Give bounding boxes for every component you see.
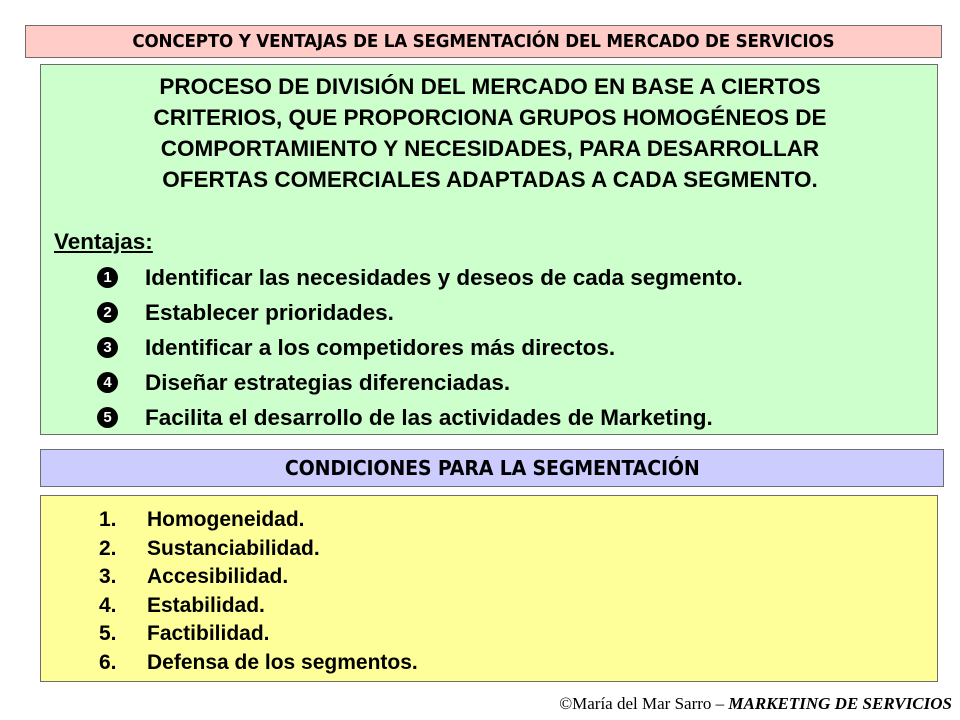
- advantage-text: Diseñar estrategias diferenciadas.: [145, 369, 511, 395]
- advantage-item: [97, 295, 743, 330]
- advantage-text: Identificar a los competidores más directos.: [145, 334, 616, 360]
- footer-copyright: ©María del Mar Sarro –: [559, 694, 729, 713]
- conditions-title-bar: [40, 449, 944, 487]
- condition-text: Homogeneidad.: [147, 508, 305, 532]
- advantage-item: [97, 400, 743, 435]
- number-circle-icon: 2: [97, 302, 118, 323]
- ventajas-label: Ventajas:: [54, 229, 153, 254]
- footer-credit: [559, 694, 952, 714]
- advantage-text: Identificar las necesidades y deseos de cada segmento.: [145, 264, 743, 290]
- condition-item: [99, 506, 418, 535]
- concept-line: CRITERIOS, QUE PROPORCIONA GRUPOS HOMOGÉNEOS DE: [153, 105, 827, 130]
- concept-box: [40, 64, 938, 435]
- condition-text: Sustanciabilidad.: [147, 536, 320, 560]
- condition-text: Factibilidad.: [147, 622, 270, 646]
- concept-line: COMPORTAMIENTO Y NECESIDADES, PARA DESARROLLAR: [160, 136, 820, 161]
- condition-item: [99, 620, 418, 649]
- condition-text: Defensa de los segmentos.: [147, 650, 418, 674]
- conditions-box: [40, 495, 938, 682]
- condition-text: Accesibilidad.: [147, 565, 289, 589]
- condition-item: [99, 563, 418, 592]
- advantage-item: [97, 365, 743, 400]
- number-circle-icon: 5: [97, 407, 118, 428]
- concept-line: PROCESO DE DIVISIÓN DEL MERCADO EN BASE A CIERTOS: [159, 74, 821, 99]
- condition-number: 3.: [99, 565, 117, 589]
- condition-item: [99, 535, 418, 564]
- condition-number: 2.: [99, 536, 117, 560]
- advantage-text: Facilita el desarrollo de las actividades de Marketing.: [145, 404, 713, 430]
- conditions-list: [99, 506, 418, 677]
- condition-number: 4.: [99, 593, 117, 617]
- advantage-item: [97, 260, 743, 295]
- condition-number: 1.: [99, 508, 117, 532]
- condition-number: 5.: [99, 622, 117, 646]
- number-circle-icon: 1: [97, 267, 118, 288]
- advantage-item: [97, 330, 743, 365]
- condition-item: [99, 649, 418, 678]
- advantages-list: [97, 260, 743, 435]
- footer-course: MARKETING DE SERVICIOS: [728, 694, 952, 713]
- concept-line: OFERTAS COMERCIALES ADAPTADAS A CADA SEGMENTO.: [162, 167, 818, 192]
- condition-text: Estabilidad.: [147, 593, 265, 617]
- slide-title-bar: [25, 25, 942, 58]
- advantage-text: Establecer prioridades.: [145, 299, 394, 325]
- conditions-title: CONDICIONES PARA LA SEGMENTACIÓN: [284, 456, 700, 480]
- number-circle-icon: 3: [97, 337, 118, 358]
- slide-title: CONCEPTO Y VENTAJAS DE LA SEGMENTACIÓN DEL MERCADO DE SERVICIOS: [132, 31, 835, 52]
- number-circle-icon: 4: [97, 372, 118, 393]
- condition-number: 6.: [99, 650, 117, 674]
- concept-definition: [61, 71, 919, 195]
- condition-item: [99, 592, 418, 621]
